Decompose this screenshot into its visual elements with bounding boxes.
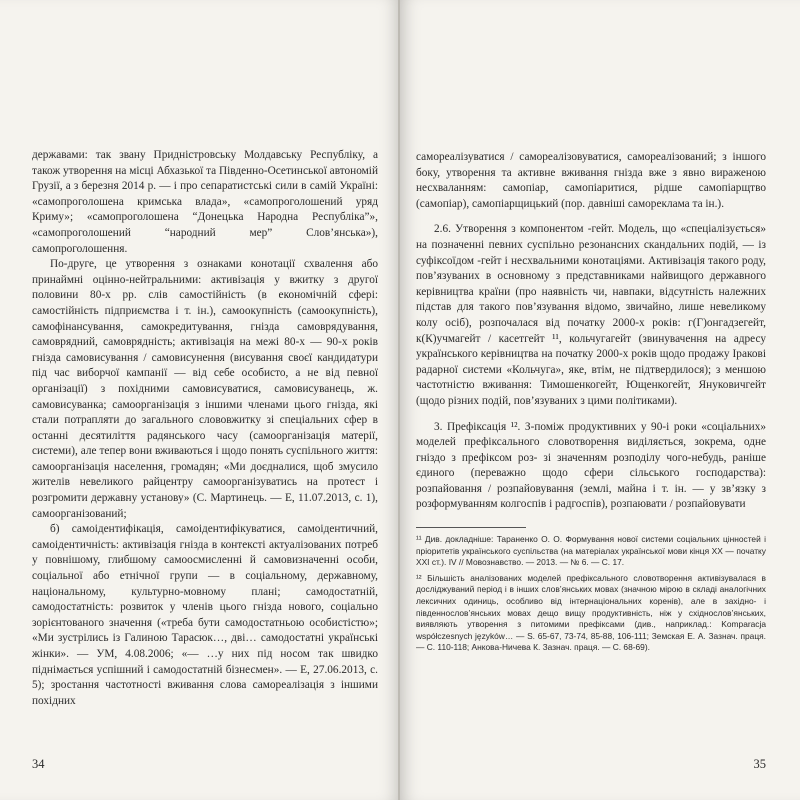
page-number-left: 34 bbox=[32, 757, 45, 771]
footnote-12: ¹² Більшість аналізованих моделей префіксального словотворення активізувалася в досліджуваний період і в інших слов’янських мовах (значною мірою в складі аналогічних лексичних одиниць, особливо від інтернаціональних коренів), але в західно- і південнослов’янських мовах дещо вищу продуктивність, ніж у східнослов’янських, виявляють утворення з питомими префіксами (див., наприклад.: Komparacja współczesnych języków… — S. 65-67, 73-74, 85-88, 106-111; Земская Е. А. Зазнач. праця. — С. 110-118; Анкова-Ничева К. Зазнач. праця. — С. 68-69). bbox=[416, 572, 766, 653]
right-page bbox=[400, 0, 800, 800]
left-paragraph-2: По-друге, це утворення з ознаками конотації схвалення або принаймні оцінно-нейтральними: активізація у вжитку з другої половини 80-х рр. слів самостійність (в економічній сфері: самостійність підприємства і т. ін.), самоокупність (самоокупність), самофінансування, самокредитування, гнізда самоврядування, самоврядний, самоврядність; активізація на межі 80-х — 90-х років гнізда самовисування / самовисунення (висування своєї кандидатури під час виборчої кампанії — від себе особисто, а не від певної організації) з похідними самовисуватися, самовисуванець, ж. самовисуванка; самоорганізація з іншими членами цього гнізда, які стали потрапляти до загального слововжитку зі спеціальних сфер в останні десятиліття радянського часу (самоорганізація матерії, системи), але тепер вони вживаються і щодо понять суспільного життя: самоорганізація населення, громадян; «Ми доєдналися, щоб змусило жителів невеликого райцентру самоорганізуватись на протест і розгромити державну установу» (С. Мартинець. — Е, 11.07.2013, с. 1), самоорганізований; bbox=[32, 258, 378, 520]
right-paragraph-1: самореалізуватися / самореалізовуватися, самореалізований; з іншого боку, утворення та активне вживання гнізда вже з явно вираженою несхваланням: самопіар, самопіаритися, рідше самопіарщтво (самопіар), самопіарщицький (пор. давніші самореклама та ін.). bbox=[416, 151, 766, 210]
section-2-6-paragraph: 2.6. Утворення з компонентом -гейт. Модель, що «спеціалізується» на позначенні певних суспільно резонансних скандальних подій, — із суфіксоїдом -гейт і несхвальними конотаціями. Активізація такого роду, пов’язуваних в основному з представниками найвищого державного керівництва країни (про наявність чи, навпаки, відсутність належних підстав для такого пов’язування відомо, звичайно, лише невеликому колу осіб), розпочалася від початку 2000-х років: г(Г)онгадзегейт, к(К)учмагейт / касетгейт ¹¹, кольчугагейт (звинувачення на адресу українського керівництва на початку 2000-х років щодо продажу Іракові радарної системи «Кольчуга», яке, втім, не підтвердилося); з меншою частотністю вживання: Тимошенкогейт, Ющенкогейт, Януковичгейт (щодо різних подій, пов’язуваних з цими політиками). bbox=[416, 223, 766, 407]
left-paragraph-1: державами: так звану Придністровську Молдавську Республіку, а також утворення на місці Абхазької та Південно-Осетинської автономій Грузії, а з березня 2014 р. — і про сепаратистські сили в самій Україні: «самопроголошена кримська влада», «самопроголошений уряд Криму»; «самопроголошена “Донецька Народна Республіка”», «самопроголошений “народний мер” Слов’янська»), самопроголошення. bbox=[32, 149, 378, 255]
section-3-paragraph: 3. Префіксація ¹². З-поміж продуктивних у 90-і роки «соціальних» моделей префіксального словотворення виділяється, зокрема, одне гніздо з префіксом роз- зі значенням розподілу чого-небудь, раніше єдиного (переважно щодо сфери сільського господарства): розпайовання / розпайовування (землі, майна і т. ін. — у зв’язку з розформуванням колгоспів і радгоспів), розпаювати / розпайовувати bbox=[416, 420, 766, 511]
footnote-rule bbox=[416, 527, 526, 528]
footnote-11: ¹¹ Див. докладніше: Тараненко О. О. Формування нової системи соціальних цінностей і пріоритетів українського суспільства (на матеріалах української мови кінця ХХ — початку ХХІ ст.). IV // Мовознавство. — 2013. — № 6. — С. 17. bbox=[416, 534, 766, 568]
left-paragraph-3: б) самоідентифікація, самоідентифікуватися, самоідентичний, самоідентичність: активізація гнізда в контексті актуалізованих потреб у повнішому, глибшому самоосмисленні й самовизначенні особи, соціальної або етнічної групи — в соціальному, державному, національному, культурно-мовному плані; самодостатній, самодостатність: розвиток у членів цього гнізда нового, соціально зорієнтованого значення («треба бути самодостатньою особистістю»; «Ми зустрілись із Галиною Тарасюк…, дві… самодостатні українські жінки». — УМ, 4.08.2006; «— …у них під носом так швидко піднімається успішний і самодостатній бізнесмен». — Е, 27.06.2013, с. 5); зростання частотності вживання слова самореалізація з іншими похідних bbox=[32, 523, 378, 707]
page-number-right: 35 bbox=[753, 757, 766, 771]
